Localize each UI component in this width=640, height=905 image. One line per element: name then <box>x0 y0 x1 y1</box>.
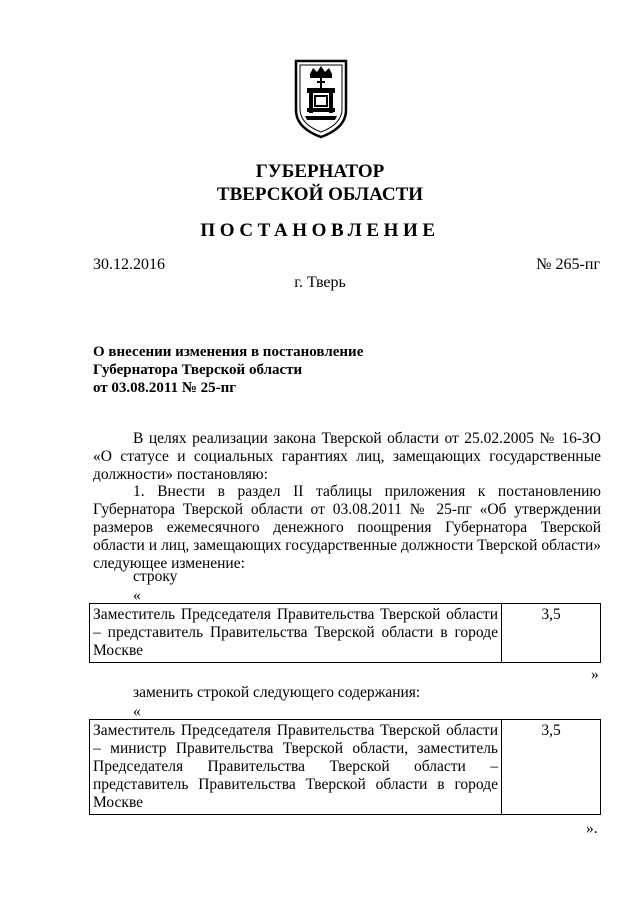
preamble-paragraph: В целях реализации закона Тверской области от 25.02.2005 № 16-ЗО «О статусе и социальных гарантиях лиц, замещающих государственные должности» постановляю: <box>93 430 601 483</box>
open-quote-2: « <box>133 703 141 720</box>
document-date: 30.12.2016 <box>93 256 165 273</box>
open-quote: « <box>133 587 141 604</box>
old-row-table <box>89 603 601 663</box>
subject-line-2: Губернатора Тверской области <box>93 362 303 378</box>
subject-line-3: от 03.08.2011 № 25-пг <box>93 380 237 396</box>
document-city: г. Тверь <box>294 274 346 291</box>
row-label: строку <box>133 568 178 585</box>
authority-line-2: ТВЕРСКОЙ ОБЛАСТИ <box>216 184 424 205</box>
authority-line-1: ГУБЕРНАТОР <box>255 161 385 182</box>
new-row-table <box>89 719 601 815</box>
table-row <box>90 604 601 663</box>
table-row <box>90 720 601 815</box>
subject-line-1: О внесении изменения в постановление <box>93 344 364 360</box>
subject-heading <box>93 343 363 397</box>
new-row-value: 3,5 <box>502 720 601 815</box>
replace-label: заменить строкой следующего содержания: <box>133 684 421 701</box>
new-row-position: Заместитель Председателя Правительства Тверской области – министр Правительства Тверской области, заместитель Председателя Правительства Тверской области – представитель Правительства Тверской области в городе Москве <box>90 720 502 815</box>
item-1-paragraph: 1. Внести в раздел II таблицы приложения к постановлению Губернатора Тверской области от 03.08.2011 № 25-пг «Об утверждении размеров ежемесячного денежного поощрения Губернатора Тверской области и лиц, замещающих государственные должности Тверской области» следующее изменение: <box>93 483 601 572</box>
document-number: № 265-пг <box>536 256 600 273</box>
close-quote: » <box>591 666 599 683</box>
close-quote-final: ». <box>586 820 598 837</box>
tver-coat-of-arms-icon <box>293 58 349 140</box>
old-row-value: 3,5 <box>502 604 601 663</box>
document-type: ПОСТАНОВЛЕНИЕ <box>200 220 440 241</box>
old-row-position: Заместитель Председателя Правительства Тверской области – представитель Правительства Тверской области в городе Москве <box>90 604 502 663</box>
